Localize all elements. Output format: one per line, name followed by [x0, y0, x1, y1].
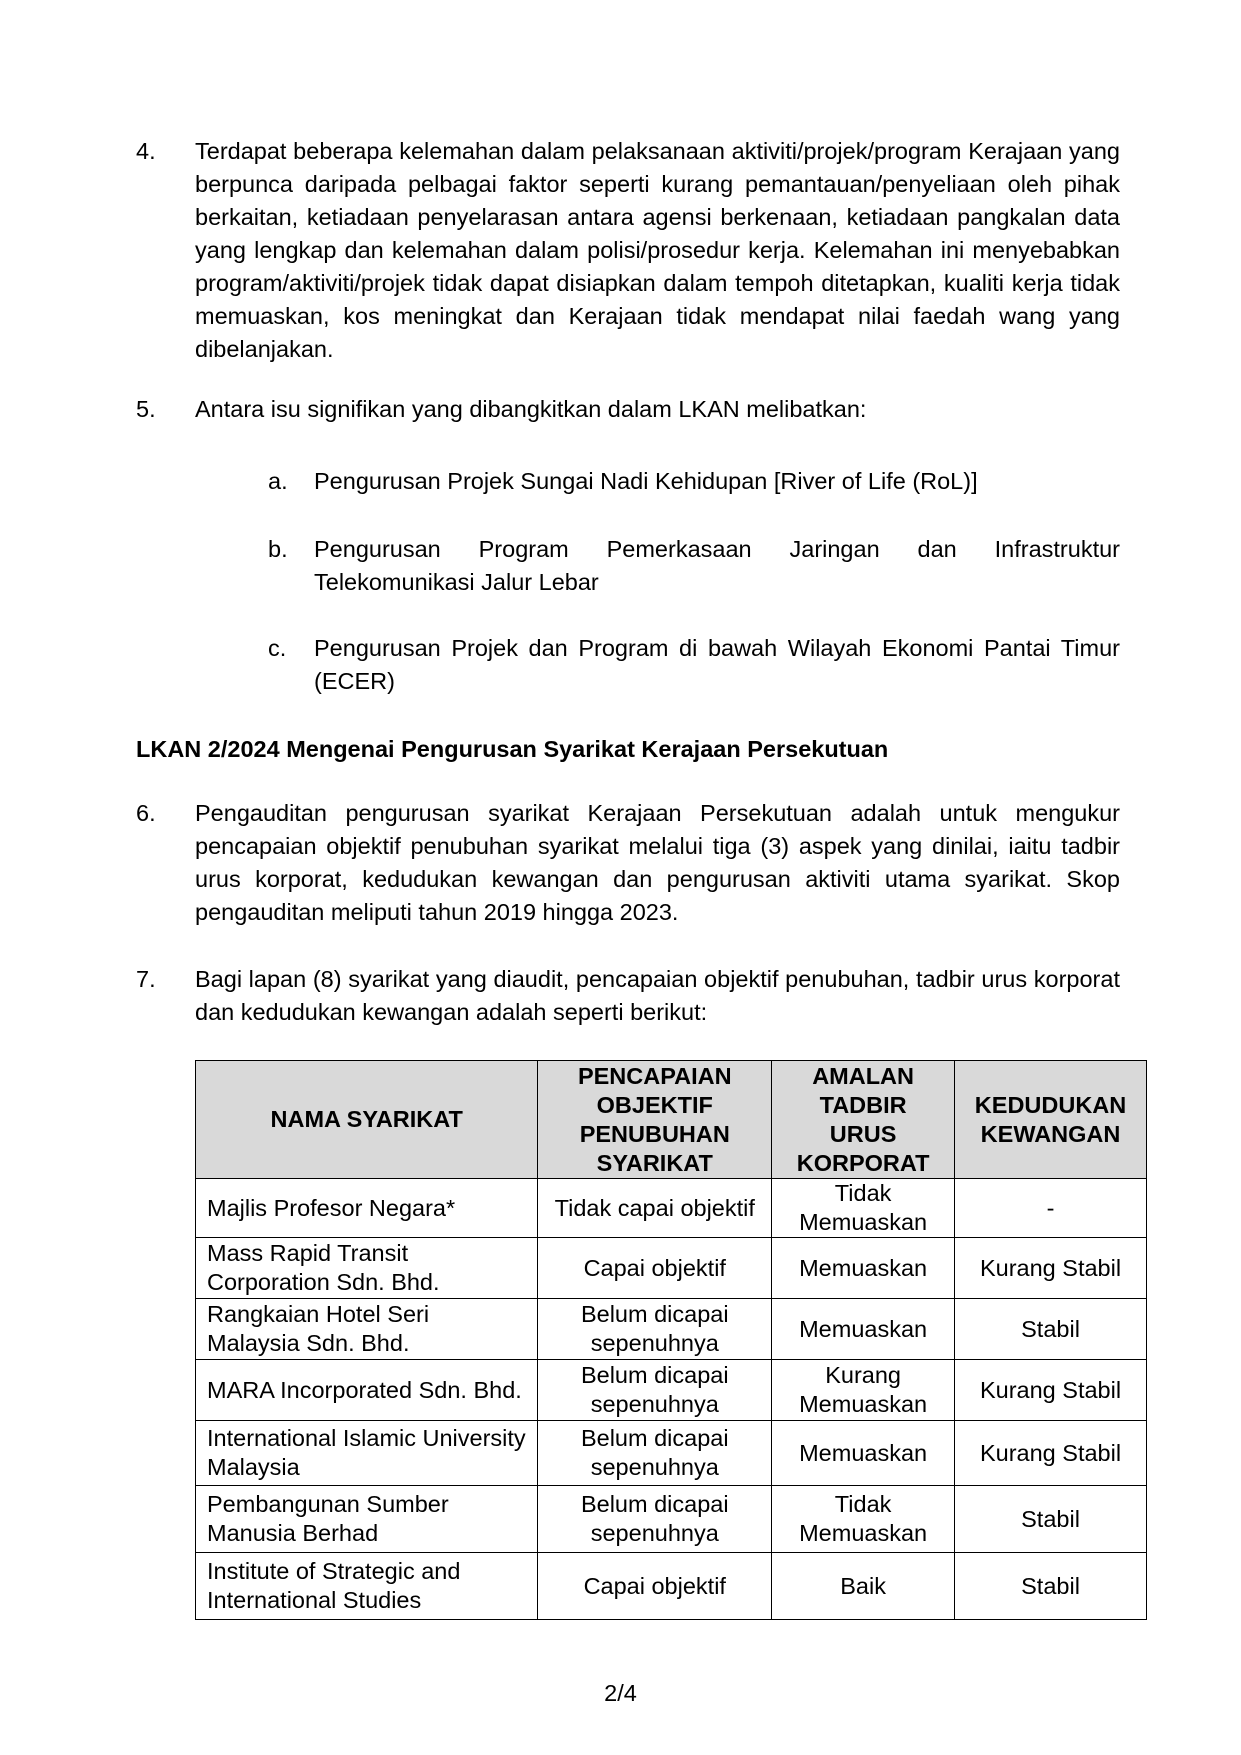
governance-cell: Memuaskan — [772, 1299, 955, 1360]
financial-cell: Stabil — [955, 1299, 1147, 1360]
paragraph-number: 5. — [136, 396, 156, 422]
subitem-a — [268, 465, 1120, 498]
table-header-row — [196, 1061, 1147, 1179]
governance-cell: Kurang Memuaskan — [772, 1360, 955, 1421]
company-name-cell: Rangkaian Hotel Seri Malaysia Sdn. Bhd. — [196, 1299, 538, 1360]
governance-cell: Tidak Memuaskan — [772, 1179, 955, 1238]
paragraph-5 — [136, 393, 1120, 426]
header-financial: KEDUDUKAN KEWANGAN — [955, 1061, 1147, 1179]
financial-cell: - — [955, 1179, 1147, 1238]
subitem-letter: b. — [268, 536, 288, 562]
financial-cell: Stabil — [955, 1553, 1147, 1620]
objective-cell: Capai objektif — [538, 1553, 772, 1620]
paragraph-4 — [136, 135, 1120, 366]
subitem-c — [268, 632, 1120, 698]
company-name-cell: International Islamic University Malaysia — [196, 1421, 538, 1486]
company-name-cell: Pembangunan Sumber Manusia Berhad — [196, 1486, 538, 1553]
table-row — [196, 1238, 1147, 1299]
table-row — [196, 1486, 1147, 1553]
page-number: 2/4 — [604, 1680, 637, 1706]
objective-cell: Capai objektif — [538, 1238, 772, 1299]
table-row — [196, 1299, 1147, 1360]
paragraph-6 — [136, 797, 1120, 929]
subitem-text: Pengurusan Projek Sungai Nadi Kehidupan [River of Life (RoL)] — [314, 468, 978, 494]
paragraph-text: Terdapat beberapa kelemahan dalam pelaksanaan aktiviti/projek/program Kerajaan yang berpunca daripada pelbagai faktor seperti kurang pemantauan/penyeliaan oleh pihak berkaitan, ketiadaan penyelarasan antara agensi berkenaan, ketiadaan pangkalan data yang lengkap dan kelemahan dalam polisi/prosedur kerja. Kelemahan ini menyebabkan program/aktiviti/projek tidak dapat disiapkan dalam tempoh ditetapkan, kualiti kerja tidak memuaskan, kos meningkat dan Kerajaan tidak mendapat nilai faedah wang yang dibelanjakan. — [195, 138, 1120, 362]
financial-cell: Kurang Stabil — [955, 1360, 1147, 1421]
objective-cell: Belum dicapai sepenuhnya — [538, 1421, 772, 1486]
subitem-letter: a. — [268, 468, 288, 494]
governance-cell: Baik — [772, 1553, 955, 1620]
paragraph-number: 6. — [136, 800, 156, 826]
company-name-cell: MARA Incorporated Sdn. Bhd. — [196, 1360, 538, 1421]
company-name-cell: Mass Rapid Transit Corporation Sdn. Bhd. — [196, 1238, 538, 1299]
paragraph-text: Pengauditan pengurusan syarikat Kerajaan Persekutuan adalah untuk mengukur pencapaian objektif penubuhan syarikat melalui tiga (3) aspek yang dinilai, iaitu tadbir urus korporat, kedudukan kewangan dan pengurusan aktiviti utama syarikat. Skop pengauditan meliputi tahun 2019 hingga 2023. — [195, 800, 1120, 925]
paragraph-number: 4. — [136, 138, 156, 164]
table-row — [196, 1421, 1147, 1486]
paragraph-7 — [136, 963, 1120, 1029]
governance-cell: Tidak Memuaskan — [772, 1486, 955, 1553]
subitem-text: Pengurusan Program Pemerkasaan Jaringan dan Infrastruktur Telekomunikasi Jalur Lebar — [314, 536, 1120, 595]
subitem-text: Pengurusan Projek dan Program di bawah Wilayah Ekonomi Pantai Timur (ECER) — [314, 635, 1120, 694]
financial-cell: Stabil — [955, 1486, 1147, 1553]
financial-cell: Kurang Stabil — [955, 1421, 1147, 1486]
company-name-cell: Majlis Profesor Negara* — [196, 1179, 538, 1238]
company-table — [195, 1060, 1147, 1620]
objective-cell: Tidak capai objektif — [538, 1179, 772, 1238]
objective-cell: Belum dicapai sepenuhnya — [538, 1360, 772, 1421]
table-row — [196, 1360, 1147, 1421]
paragraph-text: Bagi lapan (8) syarikat yang diaudit, pencapaian objektif penubuhan, tadbir urus korporat dan kedudukan kewangan adalah seperti berikut: — [195, 966, 1120, 1025]
governance-cell: Memuaskan — [772, 1421, 955, 1486]
subitem-b — [268, 533, 1120, 599]
financial-cell: Kurang Stabil — [955, 1238, 1147, 1299]
company-name-cell: Institute of Strategic and International Studies — [196, 1553, 538, 1620]
subitem-letter: c. — [268, 635, 287, 661]
header-governance: AMALAN TADBIR URUS KORPORAT — [772, 1061, 955, 1179]
table-row — [196, 1179, 1147, 1238]
header-objective: PENCAPAIAN OBJEKTIF PENUBUHAN SYARIKAT — [538, 1061, 772, 1179]
objective-cell: Belum dicapai sepenuhnya — [538, 1486, 772, 1553]
section-heading: LKAN 2/2024 Mengenai Pengurusan Syarikat Kerajaan Persekutuan — [136, 736, 889, 762]
paragraph-number: 7. — [136, 966, 156, 992]
objective-cell: Belum dicapai sepenuhnya — [538, 1299, 772, 1360]
table-row — [196, 1553, 1147, 1620]
paragraph-text: Antara isu signifikan yang dibangkitkan dalam LKAN melibatkan: — [195, 396, 867, 422]
governance-cell: Memuaskan — [772, 1238, 955, 1299]
header-company-name: NAMA SYARIKAT — [196, 1061, 538, 1179]
